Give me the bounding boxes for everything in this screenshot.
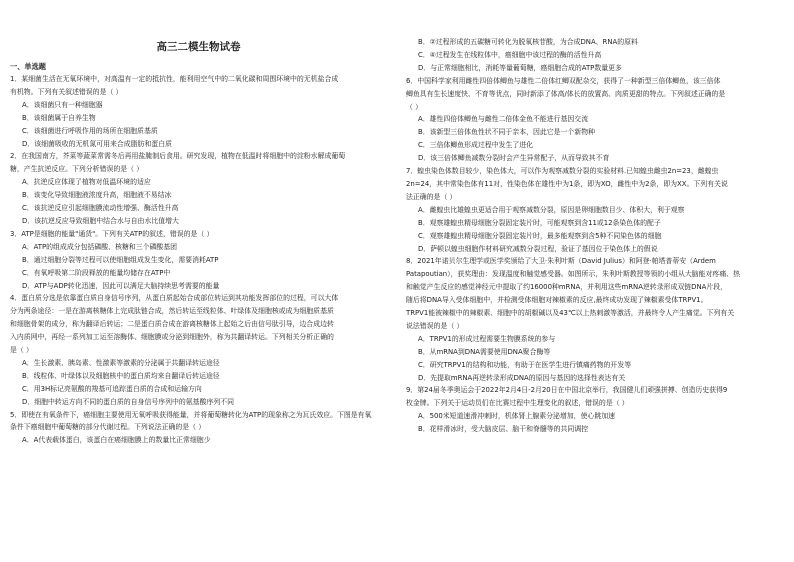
answer-option: B．②过程形成的五碳糖可转化为脱氧核苷酸，为合成DNA、RNA的原料: [418, 38, 638, 46]
question-line: 2n=24，其中常染色体有11对，性染色体在雄性中为1条，即为XO，雌性中为2条，即为XX。下列有关说: [406, 179, 728, 188]
answer-option: B．该变化导致细胞液浓度升高，细胞液不易结冰: [22, 191, 172, 200]
right-question-list: [406, 36, 783, 436]
answer-option: D．与正常细胞相比，消耗等量葡萄糖，癌细胞合成的ATP数量更多: [418, 63, 622, 72]
question-line: 1．某细菌生活在无氧环境中，对高温有一定的抵抗性，能利用空气中的二氧化碳和周围环境中的无机盐合成: [10, 75, 339, 83]
answer-option: D．该三倍体鲫鱼减数分裂时会产生异常配子，从而导致其不育: [418, 154, 610, 163]
question-line: 有机物。下列有关叙述错误的是（ ）: [10, 87, 123, 96]
answer-option: B．观察雄蝗虫精母细胞分裂固定装片时，可能观察到含11或12条染色体的配子: [418, 218, 661, 227]
answer-option: A．生长激素、胰岛素、性激素等激素的分泌属于共翻译转运途径: [22, 358, 220, 367]
answer-option: D．萨顿以蝗虫细胞作材料研究减数分裂过程，验证了基因位于染色体上的假说: [418, 244, 658, 253]
left-question-list: [10, 73, 387, 447]
question-line: 2．在我国南方，芥菜等蔬菜常需冬后再用盐腌制后食用。研究发现，植物在低温时将细胞中的淀粉水解成葡萄: [10, 152, 346, 161]
answer-option: B．花样滑冰时，受大脑皮层、脑干和脊髓等的共同调控: [418, 425, 589, 434]
question-line: 条件下癌细胞中葡萄糖的部分代谢过程。下列说法正确的是（ ）: [10, 423, 206, 432]
answer-option: C．用3H标记亮氨酸的羧基可追踪蛋白质的合成和运输方向: [22, 384, 202, 393]
question-line: Patapoutian），获奖理由：发现温度和触觉感受器。如图所示，朱利叶斯教授等领的小组从大脑能对疼痛、热: [406, 270, 740, 279]
answer-option: A．A代表载体蛋白，该蛋白在癌细胞膜上的数量比正常细胞少: [22, 436, 211, 445]
question-line: 枚金牌。下列关于运动员们在比赛过程中生理变化的叙述，错误的是（ ）: [406, 399, 629, 408]
question-line: 随后将DNA导入受体细胞中，并检测受体细胞对辣椒素的反应,最终成功发现了辣椒素受体TRPV1。: [406, 296, 708, 305]
answer-option: B．从mRNA到DNA需要使用DNA聚合酶等: [418, 347, 551, 356]
answer-option: B．通过细胞分裂等过程可以使细胞组成发生变化，需要消耗ATP: [22, 255, 219, 264]
right-column: [406, 0, 783, 562]
answer-option: D．先提取mRNA再逆转录形成DNA的原因与基因的选择性表达有关: [418, 373, 626, 382]
question-line: （ ）: [406, 102, 422, 111]
question-line: 是（ ）: [10, 346, 33, 355]
question-line: 6．中国科学家利用雌性四倍体鲫鱼与雄性二倍体红鲫双配杂交，获得了一种新型三倍体鲫鱼，该三倍体: [406, 76, 721, 85]
answer-option: B．线粒体、叶绿体以及细胞核中的蛋白质均来自翻译后转运途径: [22, 371, 220, 380]
question-line: 分为两条途径：一是在游离核糖体上完成肽链合成，然后转运至线粒体、叶绿体及细胞核或成为细胞质基质: [10, 307, 334, 316]
answer-option: A．雄性四倍体鲫鱼与雌性二倍体金鱼不能进行基因交流: [418, 115, 589, 124]
question-line: 7．蝗虫染色体数目较少，染色体大，可以作为观察减数分裂的实验材料.已知蝗虫雌虫2n=23，雌蝗虫: [406, 167, 719, 176]
question-line: 和触觉产生反应的感觉神经元中提取了约16000种mRNA，并利用这些mRNA逆转录形成双链DNA片段，: [406, 283, 727, 292]
answer-option: D．该细菌吸收的无机氮可用来合成脂肪和蛋白质: [22, 139, 173, 148]
answer-option: D．该抗逆反应导致细胞中结合水与自由水比值增大: [22, 216, 179, 225]
question-line: 说法错误的是（ ）: [406, 321, 464, 330]
answer-option: A．TRPV1的形成过程需要生物膜系统的参与: [418, 334, 556, 343]
question-line: 8．2021年诺贝尔生理学或医学奖颁给了大卫·朱利叶斯（David Julius）和阿登·帕塔普蒂安（Ardem: [406, 257, 716, 266]
question-line: 5．即使在有氧条件下，癌细胞主要使用无氧呼吸获得能量，并将葡萄糖转化为ATP的现象称之为瓦氏效应。下图是有氧: [10, 410, 372, 419]
answer-option: C．有氧呼吸第二阶段释放的能量均储存在ATP中: [22, 268, 171, 277]
answer-option: A．抗逆反应体现了植物对低温环境的适应: [22, 178, 151, 187]
answer-option: B．该新型三倍体鱼性状不同于亲本，因此它是一个新物种: [418, 128, 595, 137]
section-heading: 一、单选题: [10, 62, 46, 71]
page-title: 高三二模生物试卷: [156, 41, 241, 53]
answer-option: A．该细菌只有一种细胞器: [22, 100, 103, 109]
answer-option: A．500米短道速滑冲刺时，机体肾上腺素分泌增加，使心跳加速: [418, 412, 616, 421]
question-line: 法正确的是（ ）: [406, 192, 457, 201]
answer-option: D．细胞中转运方向不同的蛋白质的自身信号序列中的氨基酸序列不同: [22, 397, 235, 406]
answer-option: C．三倍体鲫鱼形成过程中发生了进化: [418, 141, 534, 150]
answer-option: C．该抗逆反应引起细胞膜流动性增强、酶活性升高: [22, 204, 179, 213]
answer-option: A．雌蝗虫比雄蝗虫更适合用于观察减数分裂，原因是卵细胞数目少、体积大，利于观察: [418, 205, 685, 214]
question-line: 3．ATP是细胞的能量"通货"。下列有关ATP的叙述，错误的是（ ）: [10, 229, 214, 238]
question-line: 4．蛋白质分选是依靠蛋白质自身信号序列，从蛋白质起始合成部位转运到其功能发挥部位的过程，可以大体: [10, 294, 339, 303]
question-line: 入内质网中，再经一系列加工运至溶酶体、细胞膜或分泌到细胞外，称为共翻译转运。下列相关分析正确的: [10, 333, 334, 342]
left-column: [10, 0, 387, 562]
answer-option: C．观察雄蝗虫精母细胞分裂固定装片时，最多能观察到含5种不同染色体的细胞: [418, 231, 662, 240]
answer-option: C．④过程发生在线粒体中，癌细胞中该过程的酶的活性升高: [418, 50, 602, 59]
answer-option: C．研究TRPV1的结构和功能，有助于在医学生进行镇痛药物的开发等: [418, 360, 632, 369]
question-line: 糖，产生抗逆反应。下列分析错误的是（ ）: [10, 165, 144, 174]
answer-option: A．ATP的组成成分包括磷酸、核糖和三个磷酸基团: [22, 242, 178, 251]
question-line: 9．第24届冬季奥运会于2022年2月4日-2月20日在中国北京举行，我国健儿们顽强拼搏、创造历史获得9: [406, 386, 728, 395]
question-line: TRPV1能被辣椒中的辣椒素、细胞中的胡椒碱以及43℃以上热刺激等激活，并最终令人产生痛觉。下列有关: [406, 309, 735, 318]
question-line: 鲫鱼具有生长速度快、不育等优点，同时新添了体高/体长的放置高、肉质更甜的特点。下列叙述正确的是: [406, 89, 726, 98]
answer-option: D．ATP与ADP转化迅速，因此可以满足大脑持续思考需要的能量: [22, 281, 220, 290]
answer-option: C．该细菌进行呼吸作用的场所在细胞质基质: [22, 126, 158, 135]
question-line: 和细胞骨架的成分，称为翻译后转运；二是蛋白质合成在游离核糖体上起始之后由信号肽引导，边合成边转: [10, 320, 334, 329]
answer-option: B．该细菌属于自养生物: [22, 113, 96, 122]
